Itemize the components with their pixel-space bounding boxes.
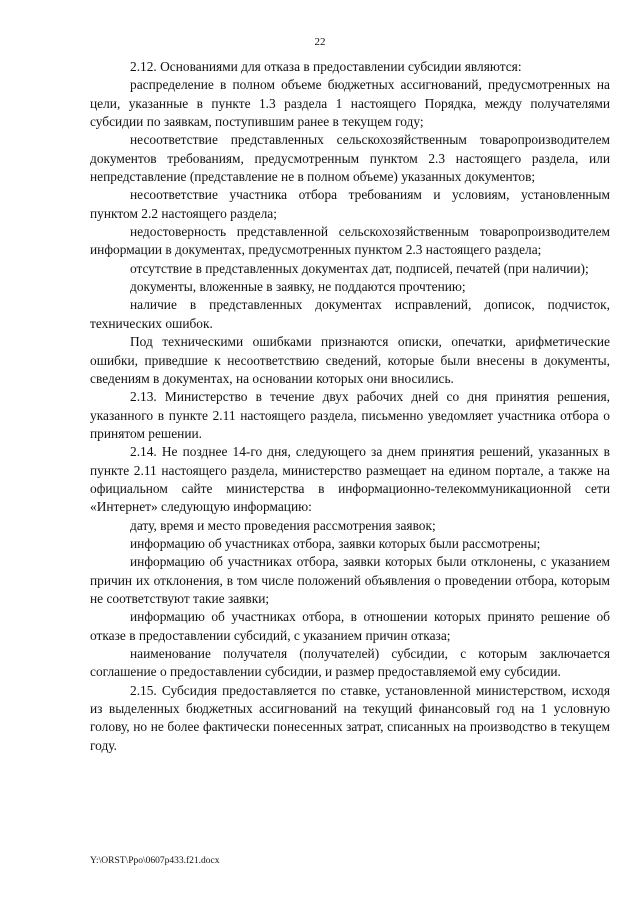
paragraph: документы, вложенные в заявку, не поддаются прочтению; (130, 279, 466, 295)
paragraph: отсутствие в представленных документах дат, подписей, печатей (при наличии); (130, 260, 589, 276)
paragraph: 2.15. Субсидия предоставляется по ставке, установленной министерством, исходя из выделенных бюджетных ассигнований на текущий финансовый год на 1 условную голову, но не более фактически понесенных затрат, списанных на производство в текущем году. (90, 682, 610, 753)
paragraph: распределение в полном объеме бюджетных ассигнований, предусмотренных на цели, указанные в пункте 1.3 раздела 1 настоящего Порядка, между получателями субсидии по заявкам, поступившим ранее в текущем году; (90, 77, 610, 130)
paragraph: несоответствие представленных сельскохозяйственным товаропроизводителем документов требованиям, предусмотренным пунктом 2.3 настоящего раздела, или непредставление (представление не в полном объеме) указанных документов; (90, 132, 610, 185)
paragraph: недостоверность представленной сельскохозяйственным товаропроизводителем информации в документах, предусмотренных пунктом 2.3 настоящего раздела; (90, 224, 610, 258)
paragraph: наименование получателя (получателей) субсидии, с которым заключается соглашение о предоставлении субсидии, и размер предоставляемой ему субсидии. (90, 646, 610, 680)
paragraph: наличие в представленных документах исправлений, дописок, подчисток, технических ошибок. (90, 297, 610, 331)
document-body (90, 58, 610, 755)
paragraph: Под техническими ошибками признаются описки, опечатки, арифметические ошибки, приведшие к несоответствию сведений, которые были внесены в документы, сведениям в документах, на основании которых они вносились. (90, 334, 610, 386)
paragraph: 2.12. Основаниями для отказа в предоставлении субсидии являются: (130, 59, 522, 74)
paragraph: 2.13. Министерство в течение двух рабочих дней со дня принятия решения, указанного в пункте 2.11 настоящего раздела, письменно уведомляет участника отбора о принятом решении. (90, 389, 610, 441)
paragraph: 2.14. Не позднее 14-го дня, следующего за днем принятия решений, указанных в пункте 2.11 настоящего раздела, министерство размещает на едином портале, а также на официальном сайте министерства в информационно-телекоммуникационной сети «Интернет» следующую информацию: (90, 444, 610, 515)
page-number: 22 (314, 36, 326, 48)
paragraph: информацию об участниках отбора, заявки которых были отклонены, с указанием причин их отклонения, в том числе положений объявления о проведении отбора, которым не соответствуют такие заявки; (90, 554, 610, 606)
paragraph: несоответствие участника отбора требованиям и условиям, установленным пунктом 2.2 настоящего раздела; (90, 187, 610, 221)
paragraph: дату, время и место проведения рассмотрения заявок; (130, 517, 436, 533)
paragraph: информацию об участниках отбора, в отношении которых принято решение об отказе в предоставлении субсидий, с указанием причин отказа; (90, 609, 610, 643)
footer-file-path: Y:\ORST\Ppo\0607p433.f21.docx (90, 856, 220, 866)
paragraph: информацию об участниках отбора, заявки которых были рассмотрены; (130, 535, 541, 551)
